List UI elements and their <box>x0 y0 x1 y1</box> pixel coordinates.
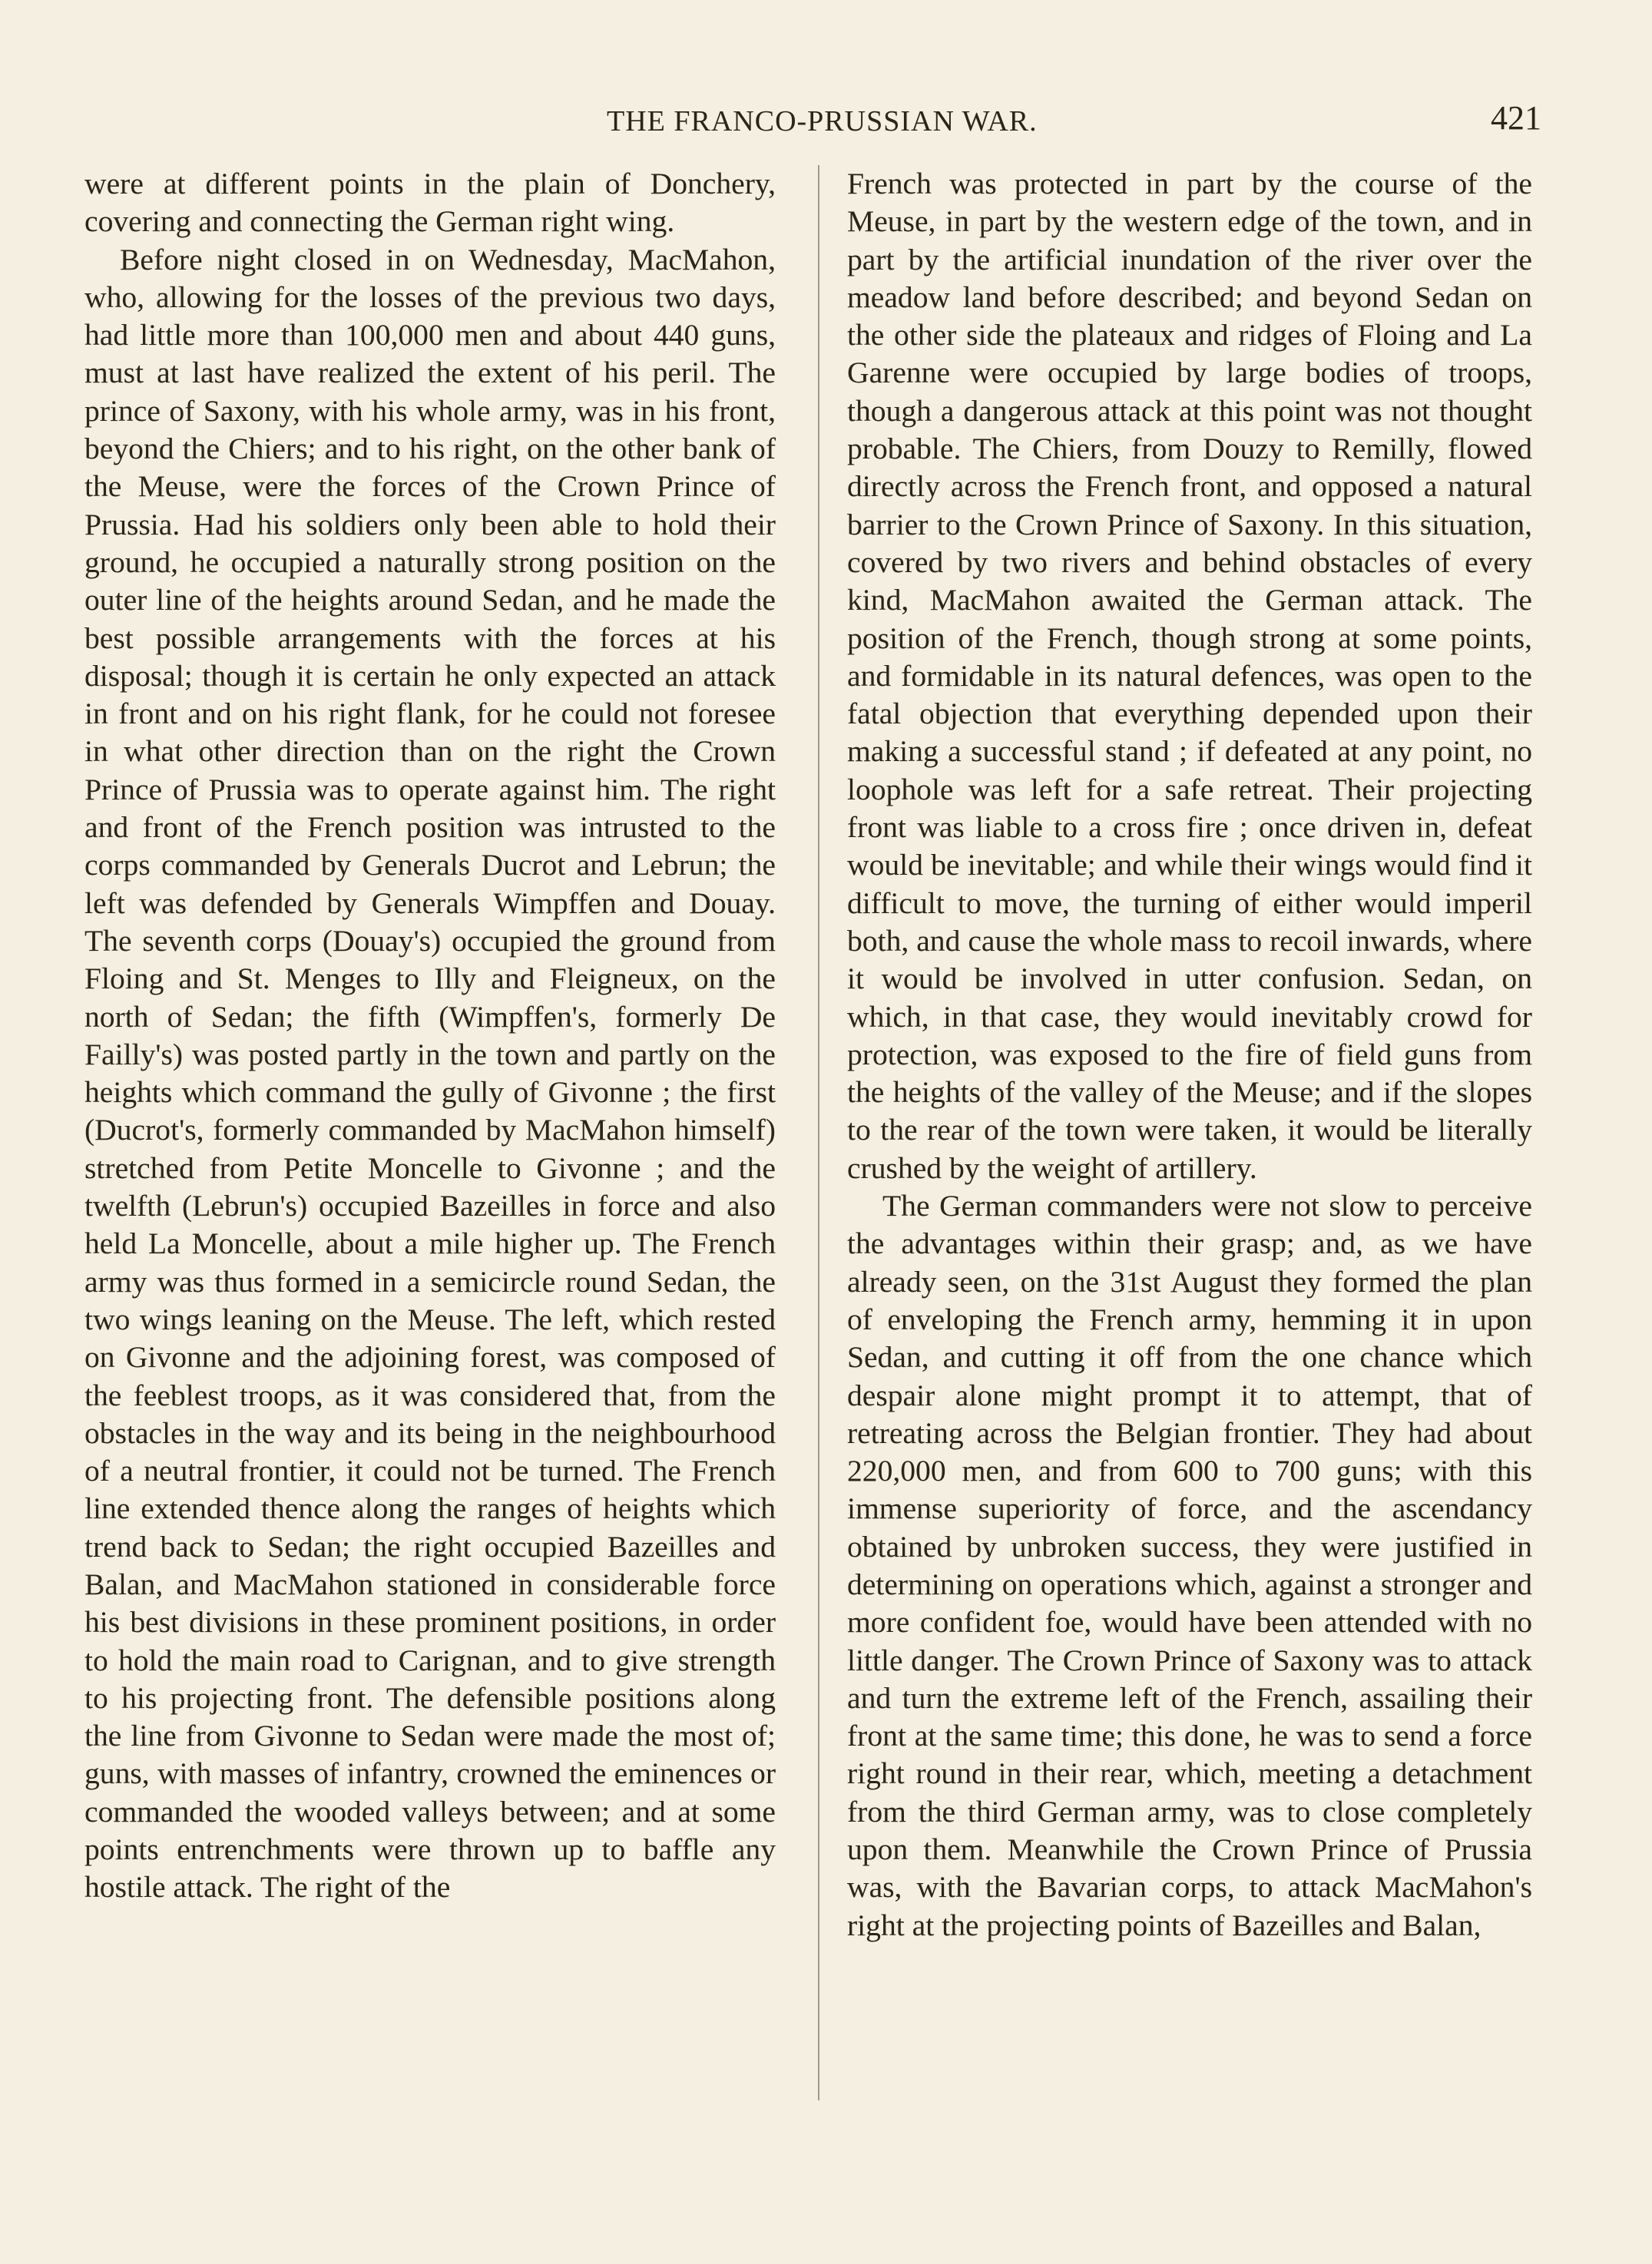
running-head <box>0 98 1652 144</box>
left-column <box>84 165 776 1907</box>
right-column <box>847 165 1532 1945</box>
paragraph: French was protected in part by the course of the Meuse, in part by the western edge of the town, and in part by the artificial inundation of the river over the meadow land before described; and beyond Sedan on the other side the plateaux and ridges of Floing and La Garenne were occupied by large bodies of troops, though a dangerous attack at this point was not thought probable. The Chiers, from Douzy to Remilly, flowed directly across the French front, and opposed a natural barrier to the Crown Prince of Saxony. In this situation, covered by two rivers and behind obstacles of every kind, MacMahon awaited the German attack. The position of the French, though strong at some points, and formidable in its natural defences, was open to the fatal objection that everything depended upon their making a successful stand ; if defeated at any point, no loophole was left for a safe retreat. Their projecting front was liable to a cross fire ; once driven in, defeat would be inevitable; and while their wings would find it difficult to move, the turning of either would imperil both, and cause the whole mass to recoil inwards, where it would be involved in utter confusion. Sedan, on which, in that case, they would inevitably crowd for protection, was exposed to the fire of field guns from the heights of the valley of the Meuse; and if the slopes to the rear of the town were taken, it would be literally crushed by the weight of artillery. <box>847 167 1532 1185</box>
column-rule <box>818 165 819 2100</box>
paragraph: were at different points in the plain of Donchery, covering and connecting the German right wing. <box>84 167 776 239</box>
running-title: THE FRANCO-PRUSSIAN WAR. <box>607 105 1038 137</box>
paragraph: Before night closed in on Wednesday, MacMahon, who, allowing for the losses of the previous two days, had little more than 100,000 men and about 440 guns, must at last have realized the extent of his peril. The prince of Saxony, with his whole army, was in his front, beyond the Chiers; and to his right, on the other bank of the Meuse, were the forces of the Crown Prince of Prussia. Had his soldiers only been able to hold their ground, he occupied a naturally strong position on the outer line of the heights around Sedan, and he made the best possible arrangements with the forces at his disposal; though it is certain he only expected an attack in front and on his right flank, for he could not foresee in what other direction than on the right the Crown Prince of Prussia was to operate against him. The right and front of the French position was intrusted to the corps commanded by Generals Ducrot and Lebrun; the left was defended by Generals Wimpffen and Douay. The seventh corps (Douay's) occupied the ground from Floing and St. Menges to Illy and Fleigneux, on the north of Sedan; the fifth (Wimpffen's, formerly De Failly's) was posted partly in the town and partly on the heights which command the gully of Givonne ; the first (Ducrot's, formerly commanded by MacMahon himself) stretched from Petite Moncelle to Givonne ; and the twelfth (Lebrun's) occupied Bazeilles in force and also held La Moncelle, about a mile higher up. The French army was thus formed in a semicircle round Sedan, the two wings leaning on the Meuse. The left, which rested on Givonne and the adjoining forest, was composed of the feeblest troops, as it was considered that, from the obstacles in the way and its being in the neighbourhood of a neutral frontier, it could not be turned. The French line extended thence along the ranges of heights which trend back to Sedan; the right occupied Bazeilles and Balan, and MacMahon stationed in considerable force his best divisions in these prominent positions, in order to hold the main road to Carignan, and to give strength to his projecting front. The defensible positions along the line from Givonne to Sedan were made the most of; guns, with masses of infantry, crowned the eminences or commanded the wooded valleys between; and at some points entrenchments were thrown up to baffle any hostile attack. The right of the <box>84 242 776 1905</box>
paragraph: The German commanders were not slow to perceive the advantages within their grasp; and, as we have already seen, on the 31st August they formed the plan of enveloping the French army, hemming it in upon Sedan, and cutting it off from the one chance which despair alone might prompt it to attempt, that of retreating across the Belgian frontier. They had about 220,000 men, and from 600 to 700 guns; with this immense superiority of force, and the ascendancy obtained by unbroken success, they were justified in determining on operations which, against a stronger and more confident foe, would have been attended with no little danger. The Crown Prince of Saxony was to attack and turn the extreme left of the French, assailing their front at the same time; this done, he was to send a force right round in their rear, which, meeting a detachment from the third German army, was to close completely upon them. Meanwhile the Crown Prince of Prussia was, with the Bavarian corps, to attack MacMahon's right at the projecting points of Bazeilles and Balan, <box>847 1189 1532 1942</box>
page-number: 421 <box>1491 99 1541 137</box>
